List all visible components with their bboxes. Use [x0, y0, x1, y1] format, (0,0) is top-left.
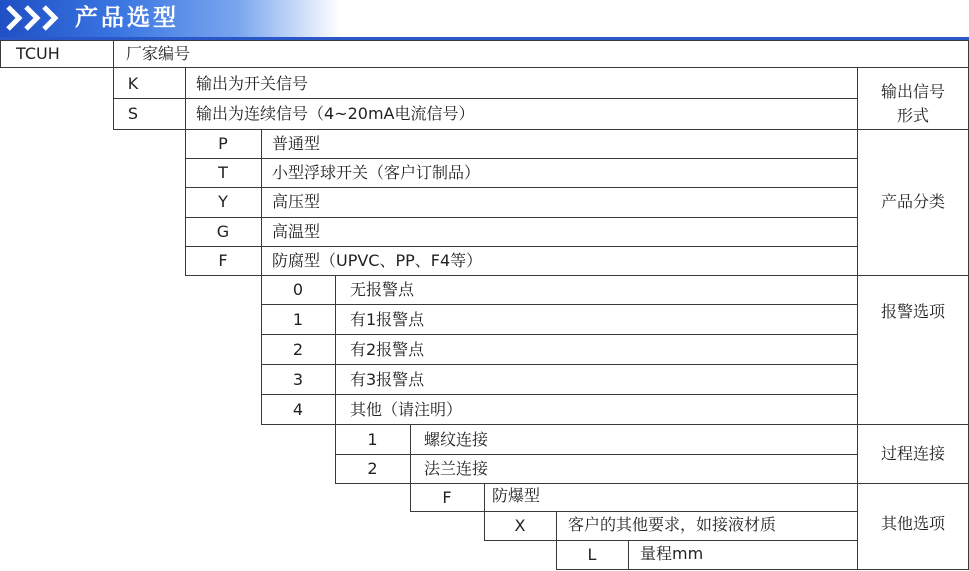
category-product: 产品分类 [880, 192, 945, 211]
product-desc-g: 高温型 [272, 222, 321, 241]
alarm-code-0: 0 [292, 280, 304, 299]
category-output-line1: 输出信号 [880, 82, 945, 101]
grid-line [0, 40, 969, 41]
connection-desc-1: 螺纹连接 [424, 430, 489, 449]
grid-line [410, 511, 857, 512]
grid-line [113, 98, 857, 99]
other-code-f: F [442, 488, 452, 507]
grid-line [261, 334, 857, 335]
category-output [857, 80, 969, 128]
other-code-l: L [587, 545, 597, 564]
product-desc-y: 高压型 [272, 192, 321, 211]
alarm-desc-1: 有1报警点 [350, 310, 425, 329]
product-desc-f: 防腐型（UPVC、PP、F4等） [272, 251, 483, 270]
output-desc-k: 输出为开关信号 [196, 74, 309, 93]
connection-desc-2: 法兰连接 [424, 459, 489, 478]
alarm-code-1: 1 [292, 310, 304, 329]
grid-line [261, 304, 857, 305]
grid-line [335, 483, 969, 484]
alarm-code-4: 4 [292, 400, 304, 419]
grid-line [484, 540, 857, 541]
category-other: 其他选项 [880, 514, 945, 533]
grid-line [185, 246, 857, 247]
grid-line [185, 275, 969, 276]
product-code-f: F [218, 251, 228, 270]
connection-code-1: 1 [367, 430, 378, 449]
grid-line [261, 364, 857, 365]
other-desc-x: 客户的其他要求，如接液材质 [568, 515, 777, 534]
product-desc-p: 普通型 [272, 134, 321, 153]
maker-code-label: 厂家编号 [126, 44, 191, 63]
connection-code-2: 2 [367, 459, 378, 478]
grid-line [185, 217, 857, 218]
grid-line [556, 569, 969, 570]
grid-line [185, 158, 857, 159]
grid-line [261, 424, 969, 425]
output-code-k: K [127, 74, 139, 93]
output-desc-s: 输出为连续信号（4~20mA电流信号） [196, 104, 475, 123]
product-code-t: T [218, 163, 228, 182]
category-connection: 过程连接 [880, 444, 945, 463]
other-desc-f: 防爆型 [492, 486, 541, 505]
product-desc-t: 小型浮球开关（客户订制品） [272, 163, 481, 182]
alarm-code-2: 2 [292, 340, 304, 359]
alarm-desc-2: 有2报警点 [350, 340, 425, 359]
grid-line [185, 187, 857, 188]
category-alarm: 报警选项 [880, 302, 945, 321]
section-banner [0, 0, 340, 37]
grid-line [261, 394, 857, 395]
grid-line [0, 67, 969, 68]
grid-line [335, 275, 336, 484]
alarm-desc-0: 无报警点 [350, 280, 415, 299]
category-output-line2: 形式 [896, 106, 929, 125]
grid-line [113, 129, 969, 130]
alarm-desc-3: 有3报警点 [350, 370, 425, 389]
model-code: TCUH [16, 44, 60, 63]
product-code-y: Y [218, 192, 228, 211]
product-code-p: P [218, 134, 228, 153]
other-desc-l: 量程mm [640, 544, 704, 563]
triple-chevron-right-icon [4, 4, 70, 32]
other-code-x: X [514, 516, 526, 535]
grid-line [335, 454, 857, 455]
alarm-code-3: 3 [292, 370, 304, 389]
grid-line [0, 40, 1, 68]
alarm-desc-4: 其他（请注明） [350, 400, 463, 419]
output-code-s: S [127, 104, 139, 123]
grid-line [628, 540, 629, 570]
product-code-g: G [216, 222, 230, 241]
section-title: 产品选型 [75, 5, 179, 31]
